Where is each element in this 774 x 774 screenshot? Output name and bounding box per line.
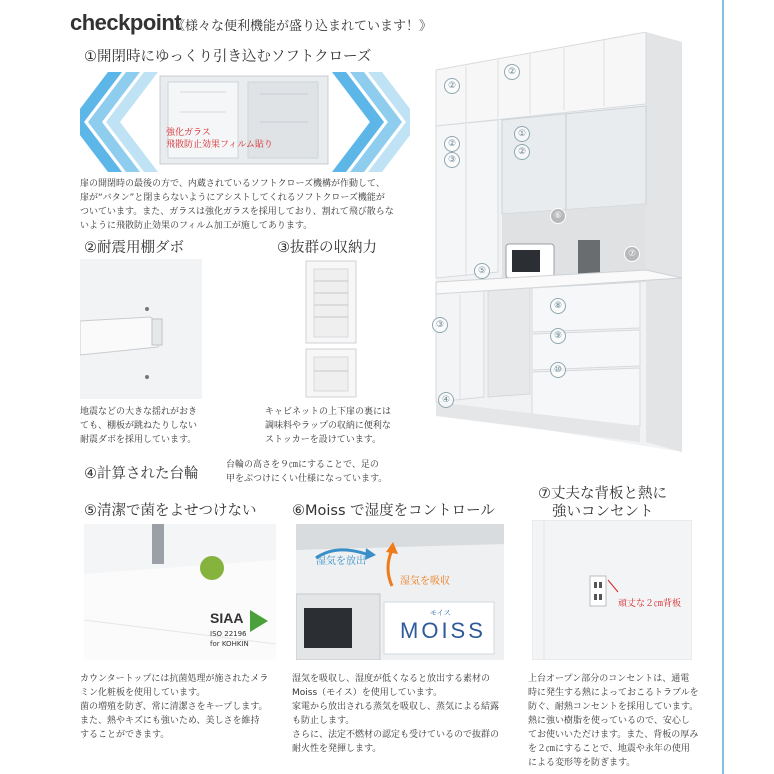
marker-circle: ⑧ [550, 298, 566, 314]
section5-line: することができます。 [80, 730, 170, 740]
section5-title: ⑤清潔で菌をよせつけない [84, 503, 257, 519]
countertop-photo [84, 524, 276, 660]
section7-line: 上台オープン部分のコンセントは、通電 [528, 674, 690, 684]
moiss-kana: モイス [430, 609, 451, 617]
softclose-photo [80, 72, 410, 172]
shelf-dowel-graphic [80, 259, 202, 399]
siaa-iso: ISO 22196 [210, 630, 247, 638]
section6-line: 耐火性を発揮します。 [292, 744, 382, 754]
marker-circle: ③ [444, 152, 460, 168]
release-label: 湿気を放出 [316, 556, 366, 567]
section6-line: 家電から放出される蒸気を吸収し、蒸気による結露 [292, 702, 500, 712]
section1-body [80, 177, 410, 233]
section2-line: 地震などの大きな揺れがおき [80, 407, 198, 417]
section1-line: ついています。また、ガラスは強化ガラスを採用しており、割れて飛び散らな [80, 207, 394, 217]
marker-circle: ② [444, 136, 460, 152]
section7-title-line2: 強いコンセント [552, 504, 654, 520]
marker-circle: ⑥ [550, 208, 566, 224]
moiss-photo [296, 524, 504, 660]
section5-body [80, 672, 280, 742]
section3-line: ストッカーを設けています。 [265, 435, 382, 445]
absorb-label: 湿気を吸収 [400, 576, 450, 587]
section1-line: 扉が“バタン”と閉まらないようにアシストしてくれるソフトクローズ機能が [80, 193, 385, 203]
section6-line: も防止します。 [292, 716, 355, 726]
section2-line: 耐震ダボを採用しています。 [80, 435, 197, 445]
marker-circle: ⑤ [474, 263, 490, 279]
section2-title: ②耐震用棚ダボ [84, 240, 184, 256]
marker-circle: ③ [432, 317, 448, 333]
section7-line: による変形等を防ぎます。 [528, 758, 636, 768]
section7-line: 時に発生する熱によっておこるトラブルを [528, 688, 699, 698]
section6-line: 湿気を吸収し、湿度が低くなると放出する素材の [292, 674, 491, 684]
section6-line: さらに、法定不燃材の認定も受けているので抜群の [292, 730, 500, 740]
siaa-kohkin: for KOHKIN [210, 640, 249, 648]
section7-line: 熱に強い樹脂を使っているので、安心し [528, 716, 690, 726]
right-edge-line [722, 0, 724, 774]
section6-body [292, 672, 514, 756]
shelf-dowel-photo [80, 259, 202, 399]
header-checkpoint: checkpoint [70, 10, 182, 35]
marker-circle: ④ [438, 392, 454, 408]
marker-circle: ⑨ [550, 328, 566, 344]
section2-line: ても、棚板が跳ねたりしない [80, 421, 198, 431]
moiss-logo: MOISS [400, 618, 486, 643]
storage-photo [300, 259, 362, 399]
siaa-mark-icon [250, 610, 268, 632]
section7-line: 防ぐ、耐熱コンセントを採用しています。 [528, 702, 699, 712]
section7-body [528, 672, 720, 770]
cupboard-illustration [426, 32, 684, 452]
marker-circle: ② [504, 64, 520, 80]
section5-line: 菌の増殖を防ぎ、常に清潔さをキープします。 [80, 702, 268, 712]
section7-title-line1: ⑦丈夫な背板と熱に [538, 486, 667, 502]
cupboard-graphic [426, 32, 684, 452]
section1-line: いように飛散防止効果のフィルム加工が施してあります。 [80, 221, 313, 231]
section7-line: を２㎝にすることで、地震や永年の使用 [528, 744, 690, 754]
siaa-logo: SIAA [210, 610, 244, 626]
section6-title: ⑥Moiss で湿度をコントロール [292, 503, 495, 519]
section5-line: また、熱やキズにも強いため、美しさを維持 [80, 716, 260, 726]
marker-circle: ② [444, 78, 460, 94]
marker-circle: ② [514, 144, 530, 160]
section4-line: 台輪の高さを９㎝にすることで、足の [226, 460, 379, 470]
section6-line: Moiss（モイス）を使用しています。 [292, 688, 443, 698]
back-panel-photo [532, 520, 692, 660]
marker-circle: ⑩ [550, 362, 566, 378]
header-subtitle: 《様々な便利機能が盛り込まれています！》 [172, 19, 433, 34]
section7-line: てお使いいただけます。また、背板の厚み [528, 730, 699, 740]
film-label: 飛散防止効果フィルム貼り [166, 140, 273, 150]
storage-graphic [300, 259, 362, 399]
softclose-arrows-graphic [80, 72, 410, 172]
section4-title: ④計算された台輪 [84, 466, 199, 482]
section5-line: カウンタートップには抗菌処理が施されたメラ [80, 674, 269, 684]
section4-line: 甲をぶつけにくい仕様になっています。 [226, 474, 388, 484]
section3-line: キャビネットの上下扉の裏には [265, 407, 392, 417]
section5-line: ミン化粧板を使用しています。 [80, 688, 206, 698]
marker-circle: ⑦ [624, 246, 640, 262]
section3-title: ③抜群の収納力 [277, 240, 377, 256]
marker-circle: ① [514, 126, 530, 142]
section1-title: ①開閉時にゆっくり引き込むソフトクローズ [84, 49, 372, 65]
tempered-glass-label: 強化ガラス [166, 128, 211, 138]
section4-body [226, 458, 416, 486]
section3-line: 調味料やラップの収納に便利な [265, 421, 391, 431]
back-panel-label: 頑丈な２㎝背板 [618, 599, 682, 609]
section3-body [265, 405, 415, 447]
section1-line: 扉の開閉時の最後の方で、内蔵されているソフトクローズ機構が作動して、 [80, 179, 385, 189]
section2-body [80, 405, 210, 447]
back-panel-graphic [532, 520, 692, 660]
